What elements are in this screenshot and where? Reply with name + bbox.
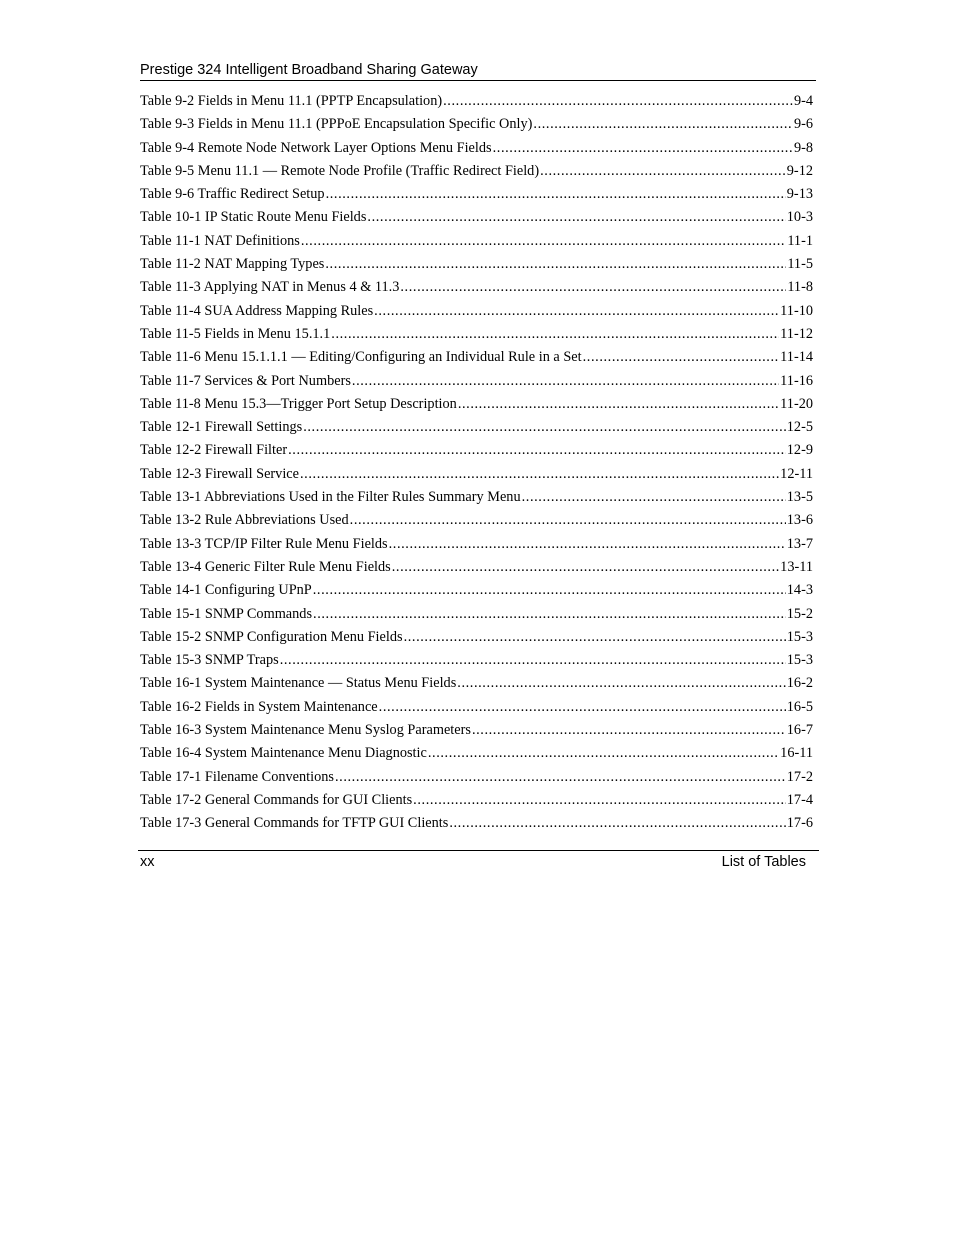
toc-entry-page-number: 15-3 [786,628,813,645]
toc-entry-title: Table 9-6 Traffic Redirect Setup [140,186,325,203]
toc-entry[interactable] [140,113,813,136]
toc-dot-leader [400,276,786,299]
toc-entry-title: Table 9-2 Fields in Menu 11.1 (PPTP Encapsulation) [140,93,443,109]
toc-entry[interactable] [140,672,813,695]
toc-entry-page-number: 9-4 [793,93,813,109]
toc-entry[interactable] [140,183,813,206]
toc-entry[interactable] [140,253,813,276]
toc-dot-leader [392,556,779,579]
toc-entry[interactable] [140,90,813,113]
toc-entry-page-number: 13-7 [786,535,813,552]
toc-entry-page-number: 9-8 [793,139,813,156]
toc-dot-leader [472,719,786,742]
list-of-tables [140,90,813,836]
toc-entry-title: Table 11-1 NAT Definitions [140,232,300,249]
toc-entry-page-number: 16-5 [786,698,813,715]
toc-entry[interactable] [140,463,813,486]
toc-entry-title: Table 11-5 Fields in Menu 15.1.1 [140,325,331,342]
toc-entry-title: Table 17-1 Filename Conventions [140,768,334,785]
toc-entry[interactable] [140,300,813,323]
toc-entry-title: Table 9-5 Menu 11.1 — Remote Node Profile (Traffic Redirect Field) [140,162,540,179]
toc-entry-title: Table 13-3 TCP/IP Filter Rule Menu Fields [140,535,388,552]
toc-dot-leader [313,579,786,602]
toc-entry[interactable] [140,230,813,253]
document-title: Prestige 324 Intelligent Broadband Sharing Gateway [140,62,478,78]
toc-entry-title: Table 11-8 Menu 15.3—Trigger Port Setup Description [140,395,457,412]
toc-entry[interactable] [140,719,813,742]
toc-dot-leader [300,463,779,486]
toc-entry-page-number: 11-16 [780,372,813,389]
toc-entry-page-number: 17-2 [786,768,813,785]
toc-entry-title: Table 16-1 System Maintenance — Status Menu Fields [140,675,457,692]
toc-entry-page-number: 12-11 [780,465,813,482]
toc-entry-title: Table 11-7 Services & Port Numbers [140,372,351,389]
toc-dot-leader [533,113,793,136]
toc-entry[interactable] [140,556,813,579]
toc-entry-title: Table 9-4 Remote Node Network Layer Options Menu Fields [140,139,492,156]
toc-dot-leader [413,789,786,812]
toc-entry-title: Table 15-1 SNMP Commands [140,605,313,622]
toc-dot-leader [449,812,785,835]
toc-entry-title: Table 9-3 Fields in Menu 11.1 (PPPoE Encapsulation Specific Only) [140,116,533,133]
toc-entry-title: Table 16-4 System Maintenance Menu Diagnostic [140,745,427,762]
toc-dot-leader [313,603,786,626]
toc-entry[interactable] [140,416,813,439]
toc-dot-leader [288,439,786,462]
toc-entry-title: Table 17-3 General Commands for TFTP GUI Clients [140,815,449,832]
toc-entry-title: Table 12-2 Firewall Filter [140,442,288,459]
toc-dot-leader [374,300,779,323]
toc-dot-leader [522,486,786,509]
toc-entry[interactable] [140,579,813,602]
toc-entry-page-number: 15-2 [786,605,813,622]
toc-entry-title: Table 11-3 Applying NAT in Menus 4 & 11.3 [140,279,400,296]
toc-entry[interactable] [140,742,813,765]
toc-entry-page-number: 16-2 [786,675,813,692]
toc-entry-title: Table 11-6 Menu 15.1.1.1 — Editing/Configuring an Individual Rule in a Set [140,349,582,366]
toc-dot-leader [428,742,779,765]
toc-entry-page-number: 14-3 [786,582,813,599]
toc-dot-leader [352,370,779,393]
page-footer [138,850,819,875]
toc-entry-page-number: 11-8 [787,279,813,296]
toc-entry-page-number: 16-7 [786,722,813,739]
toc-entry-page-number: 12-5 [786,419,813,436]
toc-dot-leader [458,393,779,416]
toc-entry[interactable] [140,393,813,416]
toc-entry-title: Table 10-1 IP Static Route Menu Fields [140,209,367,226]
toc-dot-leader [443,90,793,113]
toc-entry-page-number: 9-13 [786,186,813,203]
toc-entry-page-number: 9-12 [786,162,813,179]
toc-entry-title: Table 13-2 Rule Abbreviations Used [140,512,349,529]
toc-entry-page-number: 13-11 [780,558,813,575]
toc-dot-leader [379,696,786,719]
toc-entry-title: Table 11-4 SUA Address Mapping Rules [140,302,374,319]
toc-entry-page-number: 15-3 [786,652,813,669]
toc-entry-title: Table 15-2 SNMP Configuration Menu Fields [140,628,403,645]
toc-entry-page-number: 17-6 [786,815,813,832]
toc-entry-page-number: 17-4 [786,791,813,808]
toc-entry[interactable] [140,812,813,835]
toc-entry-page-number: 13-5 [786,489,813,506]
toc-entry-title: Table 13-1 Abbreviations Used in the Filter Rules Summary Menu [140,489,521,506]
toc-entry[interactable] [140,603,813,626]
toc-entry[interactable] [140,626,813,649]
toc-entry[interactable] [140,370,813,393]
toc-entry[interactable] [140,789,813,812]
toc-entry-title: Table 11-2 NAT Mapping Types [140,256,325,273]
toc-entry[interactable] [140,439,813,462]
toc-entry[interactable] [140,160,813,183]
toc-dot-leader [457,672,786,695]
toc-entry-page-number: 11-1 [787,232,813,249]
toc-entry[interactable] [140,533,813,556]
toc-entry-page-number: 10-3 [786,209,813,226]
toc-entry-title: Table 13-4 Generic Filter Rule Menu Fields [140,558,391,575]
toc-entry-title: Table 12-1 Firewall Settings [140,419,303,436]
toc-entry-title: Table 15-3 SNMP Traps [140,652,279,669]
toc-dot-leader [325,253,786,276]
toc-entry-title: Table 16-3 System Maintenance Menu Syslog Parameters [140,722,471,739]
toc-entry[interactable] [140,346,813,369]
toc-entry-page-number: 13-6 [786,512,813,529]
toc-entry-page-number: 11-12 [780,325,813,342]
toc-entry-page-number: 11-5 [787,256,813,273]
toc-dot-leader [367,206,785,229]
toc-entry[interactable] [140,137,813,160]
toc-dot-leader [404,626,786,649]
toc-dot-leader [326,183,786,206]
toc-entry-title: Table 17-2 General Commands for GUI Clients [140,791,413,808]
toc-entry-page-number: 12-9 [786,442,813,459]
toc-dot-leader [331,323,779,346]
toc-dot-leader [280,649,786,672]
toc-entry[interactable] [140,649,813,672]
toc-entry[interactable] [140,206,813,229]
toc-entry-title: Table 12-3 Firewall Service [140,465,299,482]
toc-dot-leader [350,509,786,532]
toc-entry-page-number: 9-6 [793,116,813,133]
toc-dot-leader [301,230,786,253]
toc-dot-leader [540,160,786,183]
toc-entry-page-number: 11-20 [780,395,813,412]
page-header [140,60,816,81]
toc-entry[interactable] [140,696,813,719]
toc-entry-page-number: 11-10 [780,302,813,319]
toc-entry[interactable] [140,323,813,346]
toc-dot-leader [335,766,786,789]
toc-dot-leader [583,346,780,369]
toc-entry-page-number: 16-11 [780,745,813,762]
toc-entry-page-number: 11-14 [780,349,813,366]
toc-entry[interactable] [140,766,813,789]
toc-dot-leader [389,533,786,556]
toc-entry-title: Table 16-2 Fields in System Maintenance [140,698,378,715]
footer-section-title: List of Tables [721,854,806,870]
toc-entry-title: Table 14-1 Configuring UPnP [140,582,312,599]
toc-dot-leader [303,416,786,439]
toc-entry[interactable] [140,509,813,532]
footer-page-number: xx [140,854,155,870]
toc-entry[interactable] [140,276,813,299]
toc-dot-leader [493,137,793,160]
toc-entry[interactable] [140,486,813,509]
